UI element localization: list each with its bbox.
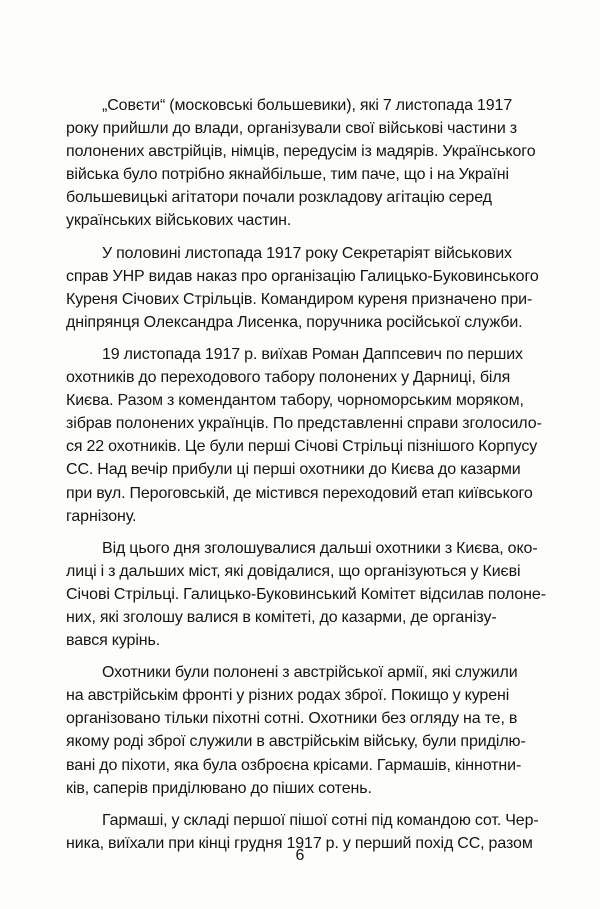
text-line: вані до піхоти, яка була озброєна крісами. Гармашів, кіннотни-: [66, 756, 522, 774]
text-line: У половині листопада 1917 року Секретаріят військових: [102, 244, 512, 262]
text-line: Гармаші, у складі першої пішої сотні під командою сот. Чер-: [102, 811, 539, 829]
text-line: на австрійськім фронті у різних родах зброї. Покищо у курені: [66, 687, 510, 705]
paragraph-1: [66, 94, 572, 233]
text-line: 19 листопада 1917 р. виїхав Роман Даппсевич по перших: [102, 345, 523, 363]
paragraph-2: [66, 242, 572, 334]
text-line: них, які зголошу валися в комітеті, до казарми, де організу-: [66, 608, 497, 626]
text-line: ків, саперів приділювано до піших сотень.: [66, 779, 372, 797]
text-line: українських військових частин.: [66, 212, 292, 230]
text-line: вався курінь.: [66, 632, 161, 650]
text-line: війська було потрібно якнайбільше, тим паче, що і на Україні: [66, 166, 509, 184]
page-body: [66, 94, 572, 864]
text-line: „Совєти“ (московські большевики), які 7 листопада 1917: [102, 97, 513, 114]
text-line: СС. Над вечір прибули ці перші охотники до Києва до казарми: [66, 461, 521, 479]
text-line: року прийшли до влади, організували свої військові частини з: [66, 120, 517, 138]
text-line: полонених австрійців, німців, передусім із мадярів. Українського: [66, 143, 536, 161]
text-line: якому роді зброї служили в австрійськім війську, були приділю-: [66, 733, 526, 751]
text-line: гарнізону.: [66, 507, 137, 525]
text-line: большевицькі агітатори почали розкладову агітацію серед: [66, 189, 492, 207]
text-line: Охотники були полонені з австрійської армії, які служили: [102, 664, 518, 682]
text-line: лиці і з дальших міст, які довідалися, що організуються у Києві: [66, 562, 521, 580]
text-line: охотників до переходового табору полонених у Дарниці, біля: [66, 369, 511, 387]
text-line: Січові Стрільці. Галицько-Буковинський Комітет відсилав полоне-: [66, 585, 546, 603]
paragraph-5: [66, 661, 572, 800]
page-number: 6: [295, 847, 305, 864]
text-line: Від цього дня зголошувалися дальші охотники з Києва, око-: [102, 539, 538, 557]
text-line: при вул. Пероговській, де містився переходовий етап київського: [66, 484, 533, 502]
text-line: справ УНР видав наказ про організацію Галицько-Буковинського: [66, 267, 539, 285]
text-line: ника, виїхали при кінці грудня 1917 р. у перший похід СС, разом: [66, 834, 533, 852]
text-line: ся 22 охотників. Це були перші Січові Стрільці пізнішого Корпусу: [66, 438, 538, 456]
text-line: зібрав полонених українців. По представленні справи зголосило-: [66, 415, 542, 433]
paragraph-4: [66, 537, 572, 652]
text-line: організовано тільки піхотні сотні. Охотники без огляду на те, в: [66, 710, 518, 728]
text-line: дніпрянця Олександра Лисенка, поручника російської служби.: [66, 313, 523, 331]
text-line: Києва. Разом з комендантом табору, чорноморським моряком,: [66, 392, 524, 410]
paragraph-3: [66, 343, 572, 528]
text-line: Куреня Січових Стрільців. Командиром куреня призначено при-: [66, 290, 533, 308]
